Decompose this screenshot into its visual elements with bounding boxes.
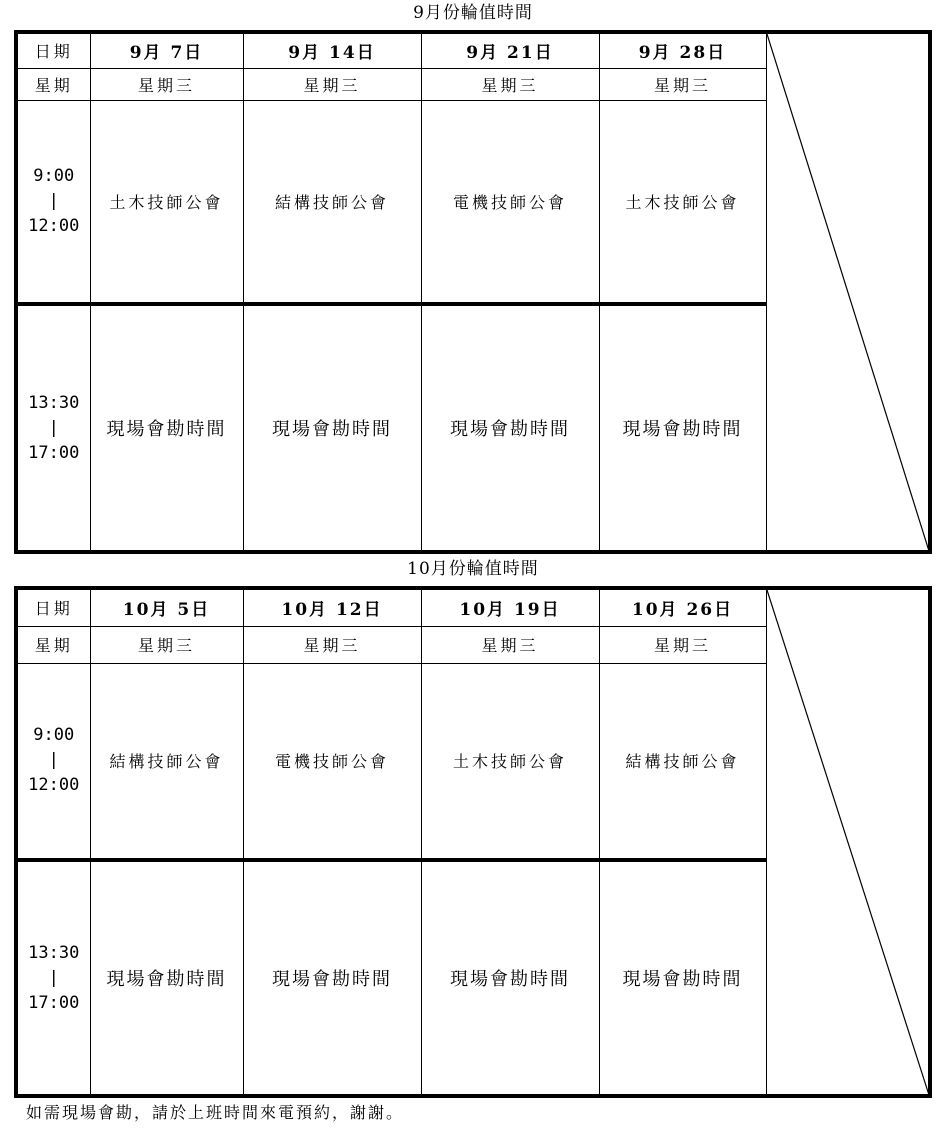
time-start: 9:00 bbox=[33, 165, 75, 186]
time-separator: | bbox=[48, 750, 59, 771]
october-caption: 10月份輪值時間 bbox=[407, 559, 539, 579]
diagonal-strike bbox=[767, 590, 929, 1094]
date-cell: 9月 28日 bbox=[599, 34, 766, 68]
time-end: 12:00 bbox=[28, 215, 80, 236]
duty-cell: 電機技師公會 bbox=[421, 100, 599, 304]
duty-cell: 現場會勘時間 bbox=[421, 304, 599, 550]
weekday-cell: 星期三 bbox=[243, 68, 421, 100]
duty-cell: 土木技師公會 bbox=[421, 663, 599, 860]
october-schedule-table bbox=[14, 586, 932, 1098]
duty-cell: 電機技師公會 bbox=[243, 663, 421, 860]
date-cell: 10月 5日 bbox=[90, 590, 243, 626]
duty-cell: 土木技師公會 bbox=[90, 100, 243, 304]
morning-time-cell bbox=[18, 100, 90, 304]
blank-crossed-cell bbox=[766, 590, 928, 1094]
time-separator: | bbox=[48, 417, 59, 438]
time-end: 17:00 bbox=[28, 442, 80, 463]
duty-cell: 結構技師公會 bbox=[243, 100, 421, 304]
weekday-cell: 星期三 bbox=[90, 68, 243, 100]
time-separator: | bbox=[48, 190, 59, 211]
blank-crossed-cell bbox=[766, 34, 928, 550]
time-separator: | bbox=[48, 967, 59, 988]
duty-cell: 現場會勘時間 bbox=[243, 860, 421, 1094]
diagonal-strike bbox=[767, 34, 929, 550]
afternoon-time-cell bbox=[18, 304, 90, 550]
duty-cell: 結構技師公會 bbox=[599, 663, 766, 860]
weekday-header: 星期 bbox=[18, 68, 90, 100]
duty-cell: 結構技師公會 bbox=[90, 663, 243, 860]
time-start: 9:00 bbox=[33, 725, 75, 746]
september-caption: 9月份輪值時間 bbox=[413, 3, 533, 23]
date-cell: 9月 21日 bbox=[421, 34, 599, 68]
duty-cell: 現場會勘時間 bbox=[90, 304, 243, 550]
weekday-cell: 星期三 bbox=[599, 68, 766, 100]
weekday-cell: 星期三 bbox=[421, 626, 599, 663]
time-end: 17:00 bbox=[28, 992, 80, 1013]
weekday-cell: 星期三 bbox=[243, 626, 421, 663]
date-cell: 9月 7日 bbox=[90, 34, 243, 68]
time-start: 13:30 bbox=[28, 392, 80, 413]
duty-cell: 現場會勘時間 bbox=[599, 860, 766, 1094]
duty-cell: 土木技師公會 bbox=[599, 100, 766, 304]
morning-time-cell bbox=[18, 663, 90, 860]
duty-cell: 現場會勘時間 bbox=[421, 860, 599, 1094]
weekday-cell: 星期三 bbox=[599, 626, 766, 663]
duty-cell: 現場會勘時間 bbox=[599, 304, 766, 550]
weekday-cell: 星期三 bbox=[421, 68, 599, 100]
date-header: 日期 bbox=[18, 34, 90, 68]
time-start: 13:30 bbox=[28, 942, 80, 963]
duty-cell: 現場會勘時間 bbox=[243, 304, 421, 550]
afternoon-time-cell bbox=[18, 860, 90, 1094]
time-end: 12:00 bbox=[28, 775, 80, 796]
footer-note: 如需現場會勘，請於上班時間來電預約，謝謝。 bbox=[26, 1103, 405, 1122]
date-header: 日期 bbox=[18, 590, 90, 626]
weekday-cell: 星期三 bbox=[90, 626, 243, 663]
date-row bbox=[18, 34, 928, 68]
date-cell: 10月 12日 bbox=[243, 590, 421, 626]
date-row bbox=[18, 590, 928, 626]
duty-cell: 現場會勘時間 bbox=[90, 860, 243, 1094]
weekday-header: 星期 bbox=[18, 626, 90, 663]
date-cell: 10月 26日 bbox=[599, 590, 766, 626]
september-schedule-table bbox=[14, 30, 932, 554]
date-cell: 9月 14日 bbox=[243, 34, 421, 68]
date-cell: 10月 19日 bbox=[421, 590, 599, 626]
